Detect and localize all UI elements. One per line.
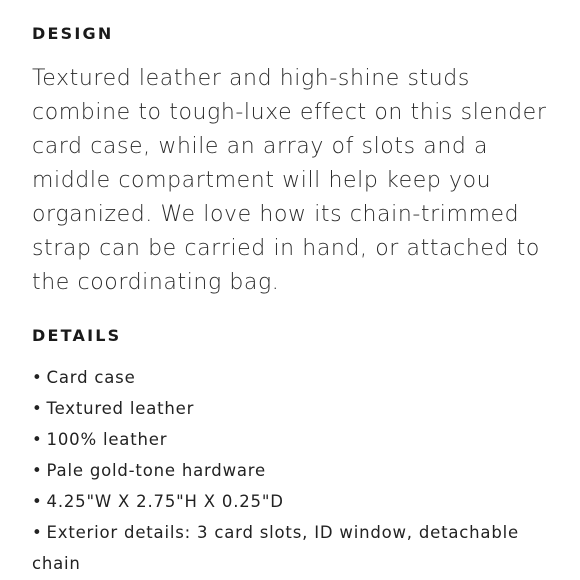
list-item-text: Exterior details: 3 card slots, ID window, detachable chain (32, 523, 519, 573)
bullet-icon: • (32, 523, 43, 542)
bullet-icon: • (32, 368, 43, 387)
list-item-text: 4.25"W X 2.75"H X 0.25"D (46, 492, 284, 511)
bullet-icon: • (32, 492, 43, 511)
list-item (32, 517, 562, 579)
list-item (32, 362, 562, 393)
details-list (32, 362, 562, 579)
list-item-text: Card case (46, 368, 136, 387)
list-item (32, 393, 562, 424)
list-item-text: Pale gold-tone hardware (46, 461, 266, 480)
design-description: Textured leather and high-shine studs combine to tough-luxe effect on this slender card case, while an array of slots and a middle compartment will help keep you organized. We love how its chain-trimmed strap can be carried in hand, or attached to the coordinating bag. (32, 66, 547, 295)
list-item (32, 486, 562, 517)
list-item-text: Textured leather (46, 399, 195, 418)
bullet-icon: • (32, 430, 43, 449)
list-item (32, 455, 562, 486)
list-item (32, 424, 562, 455)
list-item-text: 100% leather (46, 430, 168, 449)
details-heading: DETAILS (32, 326, 122, 345)
design-heading: DESIGN (32, 24, 114, 43)
bullet-icon: • (32, 461, 43, 480)
bullet-icon: • (32, 399, 43, 418)
